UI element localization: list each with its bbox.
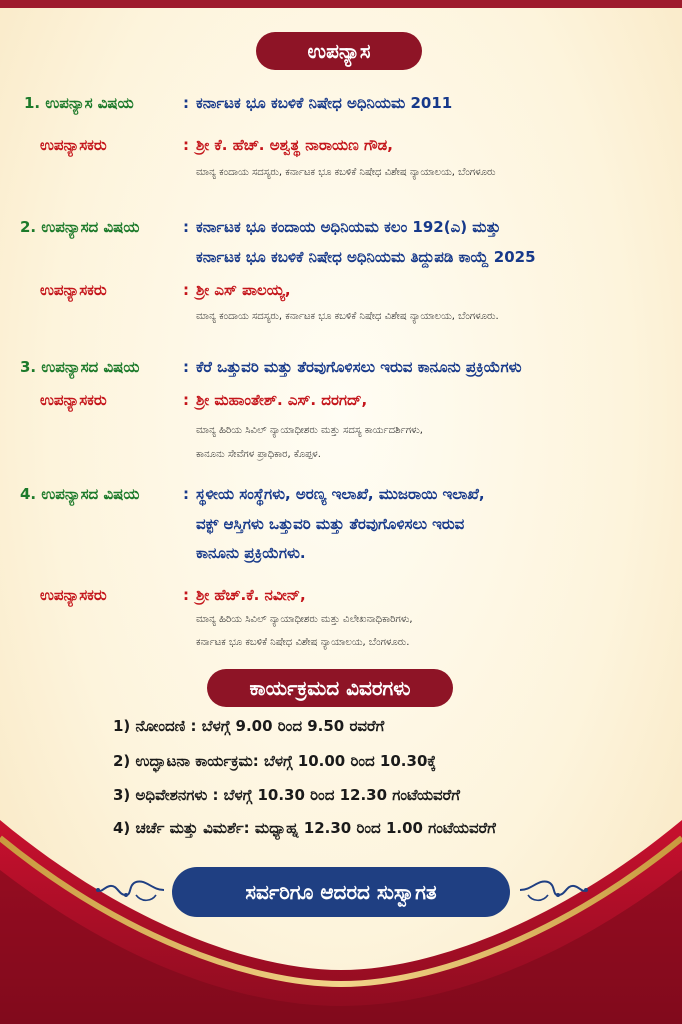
- schedule-item-1: 1) ನೋಂದಣಿ : ಬೆಳಗ್ಗೆ 9.00 ರಿಂದ 9.50 ರವರೆಗೆ: [113, 717, 385, 735]
- lecture-4-designation-line-1: ಮಾನ್ಯ ಹಿರಿಯ ಸಿವಿಲ್ ನ್ಯಾಯಾಧೀಶರು ಮತ್ತು ವಿಲೇಖನಾಧಿಕಾರಿಗಳು,: [196, 614, 413, 625]
- lecture-2-colon: :: [183, 218, 189, 236]
- schedule-item-3: 3) ಅಧಿವೇಶನಗಳು : ಬೆಳಗ್ಗೆ 10.30 ರಿಂದ 12.30 ಗಂಟೆಯವರೆಗೆ: [113, 786, 460, 804]
- right-flourish-ornament: [518, 873, 588, 907]
- lecture-3-speaker-name: ಶ್ರೀ ಮಹಾಂತೇಶ್. ಎಸ್. ದರಗದ್,: [196, 391, 368, 409]
- lecture-4-label: 4. ಉಪನ್ಯಾಸದ ವಿಷಯ: [20, 485, 140, 503]
- lecture-1-speaker-name: ಶ್ರೀ ಕೆ. ಹೆಚ್. ಅಶ್ವತ್ಥ ನಾರಾಯಣ ಗೌಡ,: [196, 136, 393, 154]
- lecture-4-topic-line-1: ಸ್ಥಳೀಯ ಸಂಸ್ಥೆಗಳು, ಅರಣ್ಯ ಇಲಾಖೆ, ಮುಜರಾಯಿ ಇಲಾಖೆ,: [196, 485, 485, 503]
- lecture-4-designation-line-2: ಕರ್ನಾಟಕ ಭೂ ಕಬಳಿಕೆ ನಿಷೇಧ ವಿಶೇಷ ನ್ಯಾಯಾಲಯ, ಬೆಂಗಳೂರು.: [196, 637, 410, 648]
- lecture-3-topic-line-1: ಕೆರೆ ಒತ್ತುವರಿ ಮತ್ತು ತೆರವುಗೊಳಿಸಲು ಇರುವ ಕಾನೂನು ಪ್ರಕ್ರಿಯೆಗಳು: [196, 358, 522, 376]
- lecture-2-topic-line-2: ಕರ್ನಾಟಕ ಭೂ ಕಬಳಿಕೆ ನಿಷೇಧ ಅಧಿನಿಯಮ ತಿದ್ದುಪಡಿ ಕಾಯ್ದೆ 2025: [196, 248, 536, 266]
- lecture-3-colon: :: [183, 358, 189, 376]
- lecture-4-speaker-name: ಶ್ರೀ ಹೆಚ್.ಕೆ. ನವೀನ್,: [196, 586, 306, 604]
- lecture-1-speaker-label: ಉಪನ್ಯಾಸಕರು: [40, 136, 107, 154]
- lecture-2-speaker-name: ಶ್ರೀ ಎಸ್ ಪಾಲಯ್ಯ,: [196, 281, 291, 299]
- schedule-item-2: 2) ಉದ್ಘಾಟನಾ ಕಾರ್ಯಕ್ರಮ: ಬೆಳಗ್ಗೆ 10.00 ರಿಂದ 10.30ಕ್ಕೆ: [113, 752, 437, 770]
- lecture-4-topic-line-2: ವಕ್ಫ್ ಆಸ್ತಿಗಳು ಒತ್ತುವರಿ ಮತ್ತು ತೆರವುಗೊಳಿಸಲು ಇರುವ: [196, 515, 465, 533]
- lecture-2-speaker-label: ಉಪನ್ಯಾಸಕರು: [40, 281, 107, 299]
- left-flourish-ornament: [96, 873, 166, 907]
- lecture-3-designation-line-2: ಕಾನೂನು ಸೇವೆಗಳ ಪ್ರಾಧಿಕಾರ, ಕೊಪ್ಪಳ.: [196, 449, 321, 460]
- lecture-1-designation-line-1: ಮಾನ್ಯ ಕಂದಾಯ ಸದಸ್ಯರು, ಕರ್ನಾಟಕ ಭೂ ಕಬಳಿಕೆ ನಿಷೇಧ ವಿಶೇಷ ನ್ಯಾಯಾಲಯ, ಬೆಂಗಳೂರು: [196, 167, 496, 178]
- lecture-1-topic-line-1: ಕರ್ನಾಟಕ ಭೂ ಕಬಳಿಕೆ ನಿಷೇಧ ಅಧಿನಿಯಮ 2011: [196, 94, 453, 112]
- lecture-2-speaker-colon: :: [183, 281, 189, 299]
- lecture-1-speaker-colon: :: [183, 136, 189, 154]
- lecture-3-speaker-colon: :: [183, 391, 189, 409]
- lecture-4-speaker-label: ಉಪನ್ಯಾಸಕರು: [40, 586, 107, 604]
- lecture-4-colon: :: [183, 485, 189, 503]
- lecture-2-designation-line-1: ಮಾನ್ಯ ಕಂದಾಯ ಸದಸ್ಯರು, ಕರ್ನಾಟಕ ಭೂ ಕಬಳಿಕೆ ನಿಷೇಧ ವಿಶೇಷ ನ್ಯಾಯಾಲಯ, ಬೆಂಗಳೂರು.: [196, 311, 499, 322]
- lecture-4-speaker-colon: :: [183, 586, 189, 604]
- lecture-1-colon: :: [183, 94, 189, 112]
- lecture-1-label: 1. ಉಪನ್ಯಾಸ ವಿಷಯ: [24, 94, 134, 112]
- lecture-3-speaker-label: ಉಪನ್ಯಾಸಕರು: [40, 391, 107, 409]
- lecture-3-label: 3. ಉಪನ್ಯಾಸದ ವಿಷಯ: [20, 358, 140, 376]
- lecture-2-topic-line-1: ಕರ್ನಾಟಕ ಭೂ ಕಂದಾಯ ಅಧಿನಿಯಮ ಕಲಂ 192(ಎ) ಮತ್ತು: [196, 218, 501, 236]
- schedule-item-4: 4) ಚರ್ಚೆ ಮತ್ತು ವಿಮರ್ಶೆ: ಮಧ್ಯಾಹ್ನ 12.30 ರಿಂದ 1.00 ಗಂಟೆಯವರೆಗೆ: [113, 819, 496, 837]
- schedule-header: ಕಾರ್ಯಕ್ರಮದ ವಿವರಗಳು: [207, 669, 453, 707]
- top-border: [0, 0, 682, 8]
- lecture-3-designation-line-1: ಮಾನ್ಯ ಹಿರಿಯ ಸಿವಿಲ್ ನ್ಯಾಯಾಧೀಶರು ಮತ್ತು ಸದಸ್ಯ ಕಾರ್ಯದರ್ಶಿಗಳು,: [196, 425, 423, 436]
- lectures-header: ಉಪನ್ಯಾಸ: [256, 32, 422, 70]
- welcome-banner: ಸರ್ವರಿಗೂ ಆದರದ ಸುಸ್ವಾಗತ: [172, 867, 510, 917]
- lecture-4-topic-line-3: ಕಾನೂನು ಪ್ರಕ್ರಿಯೆಗಳು.: [196, 544, 306, 562]
- lecture-2-label: 2. ಉಪನ್ಯಾಸದ ವಿಷಯ: [20, 218, 140, 236]
